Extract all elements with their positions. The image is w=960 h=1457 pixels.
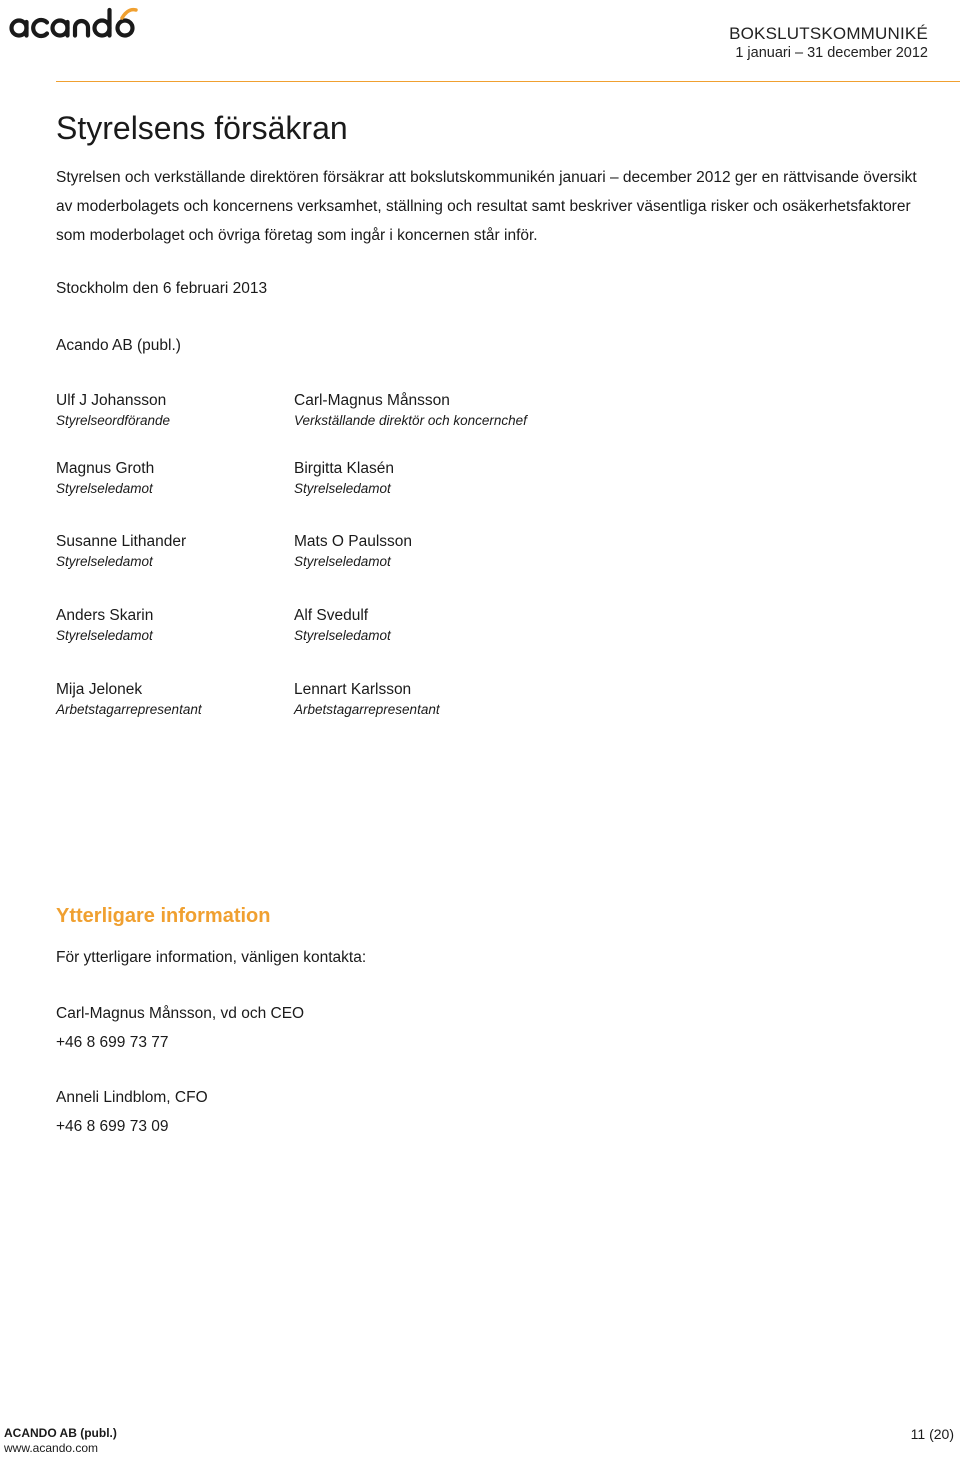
signatory-name: Carl-Magnus Månsson (294, 392, 450, 409)
signatory-role: Styrelseledamot (294, 481, 391, 496)
signatory-name: Alf Svedulf (294, 607, 369, 624)
contact-name: Carl-Magnus Månsson, vd och CEO (56, 1005, 305, 1022)
signatory-role: Arbetstagarrepresentant (294, 702, 440, 717)
contact-name: Anneli Lindblom, CFO (56, 1089, 208, 1106)
page-title: Styrelsens försäkran (56, 110, 348, 146)
signatory-name: Susanne Lithander (56, 533, 187, 550)
contact-phone: +46 8 699 73 09 (56, 1118, 169, 1135)
signatory (294, 680, 614, 720)
intro-paragraph: Styrelsen och verkställande direktören försäkrar att bokslutskommunikén januari – december 2012 ger en rättvisande översikt av moderbolagets och koncernens verksamhet, ställning och resultat samt beskriver väsentliga risker och osäkerhetsfaktorer som moderbolaget och övriga företag som ingår i koncernen står inför. (56, 169, 917, 244)
footer-url: www.acando.com (4, 1441, 99, 1455)
signatory-name: Ulf J Johansson (56, 392, 167, 409)
header-divider (56, 81, 960, 82)
place-date: Stockholm den 6 februari 2013 (56, 280, 268, 297)
signatory-role: Arbetstagarrepresentant (56, 702, 202, 717)
signatory-name: Mija Jelonek (56, 681, 143, 698)
signatory-role: Styrelseledamot (56, 628, 153, 643)
signatory-name: Birgitta Klasén (294, 460, 394, 477)
signatory (294, 391, 614, 431)
page-number: 11 (20) (910, 1426, 954, 1442)
signatory-name: Lennart Karlsson (294, 681, 412, 698)
signatory-role: Styrelseordförande (56, 413, 171, 428)
footer-company: ACANDO AB (publ.) (4, 1426, 117, 1440)
signatory-role: Styrelseledamot (294, 554, 391, 569)
document-title: BOKSLUTSKOMMUNIKÉ (729, 24, 928, 43)
signatory-name: Mats O Paulsson (294, 533, 413, 550)
acando-logo (6, 4, 138, 42)
contact-intro: För ytterligare information, vänligen kontakta: (56, 949, 367, 966)
signatory (294, 532, 614, 572)
signatory-name: Anders Skarin (56, 607, 154, 624)
signatory-name: Magnus Groth (56, 460, 155, 477)
contact-phone: +46 8 699 73 77 (56, 1034, 169, 1051)
signatory-role: Styrelseledamot (56, 554, 153, 569)
signatory-role: Verkställande direktör och koncernchef (294, 413, 527, 428)
signatory-role: Styrelseledamot (56, 481, 153, 496)
signatory (294, 459, 614, 499)
signatory (294, 606, 614, 646)
section-heading: Ytterligare information (56, 905, 271, 927)
company-name: Acando AB (publ.) (56, 337, 181, 354)
signatory-role: Styrelseledamot (294, 628, 391, 643)
report-period: 1 januari – 31 december 2012 (735, 45, 928, 61)
